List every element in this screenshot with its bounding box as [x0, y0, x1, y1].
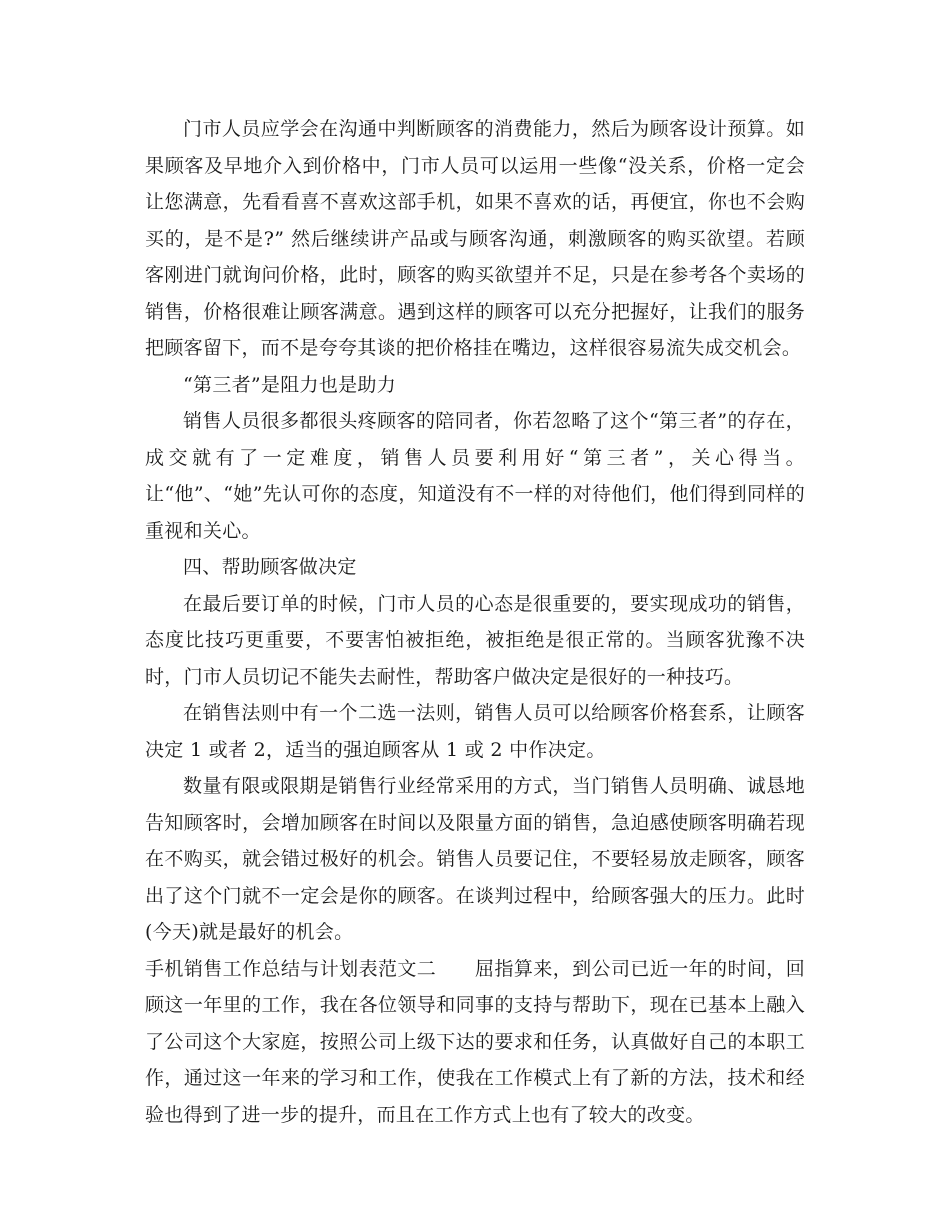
paragraph-budget: 门市人员应学会在沟通中判断顾客的消费能力，然后为顾客设计预算。如果顾客及早地介入到价格中，门市人员可以运用一些像“没关系，价格一定会让您满意，先看看喜不喜欢这部手机，如果不喜欢的话，再便宜，你也不会购买的，是不是?” 然后继续讲产品或与顾客沟通，刺激顾客的购买欲望。若顾客刚进门就询问价格，此时，顾客的购买欲望并不足，只是在参考各个卖场的销售，价格很难让顾客满意。遇到这样的顾客可以充分把握好，让我们的服务把顾客留下，而不是夸夸其谈的把价格挂在嘴边，这样很容易流失成交机会。: [145, 118, 805, 359]
paragraph-third-party: 销售人员很多都很头疼顾客的陪同者，你若忽略了这个“第三者”的存在，成交就有了一定难度，销售人员要利用好“第三者”，关心得当。让“他”、“她”先认可你的态度，知道没有不一样的对待他们，他们得到同样的重视和关心。: [145, 410, 805, 542]
heading-help-decide: 四、帮助顾客做决定: [183, 556, 357, 578]
document-page: [145, 111, 805, 1133]
paragraph-limited-offer: 数量有限或限期是销售行业经常采用的方式，当门销售人员明确、诚恳地告知顾客时，会增加顾客在时间以及限量方面的销售，急迫感使顾客明确若现在不购买，就会错过极好的机会。销售人员要记住，不要轻易放走顾客，顾客出了这个门就不一定会是你的顾客。在谈判过程中，给顾客强大的压力。此时(今天)就是最好的机会。: [145, 775, 805, 943]
paragraph-two-choice-rule: 在销售法则中有一个二选一法则，销售人员可以给顾客价格套系，让顾客决定 1 或者 2，适当的强迫顾客从 1 或 2 中作决定。: [145, 702, 805, 761]
heading-third-party: “第三者”是阻力也是助力: [183, 373, 397, 396]
paragraph-summary-intro: 手机销售工作总结与计划表范文二 屈指算来，到公司已近一年的时间，回顾这一年里的工作，我在各位领导和同事的支持与帮助下，现在已基本上融入了公司这个大家庭，按照公司上级下达的要求和任务，认真做好自己的本职工作，通过这一年来的学习和工作，使我在工作模式上有了新的方法，技术和经验也得到了进一步的提升，而且在工作方式上也有了较大的改变。: [145, 957, 805, 1126]
paragraph-closing-attitude: 在最后要订单的时候，门市人员的心态是很重要的，要实现成功的销售，态度比技巧更重要，不要害怕被拒绝，被拒绝是很正常的。当顾客犹豫不决时，门市人员切记不能失去耐性，帮助客户做决定是很好的一种技巧。: [145, 592, 805, 688]
